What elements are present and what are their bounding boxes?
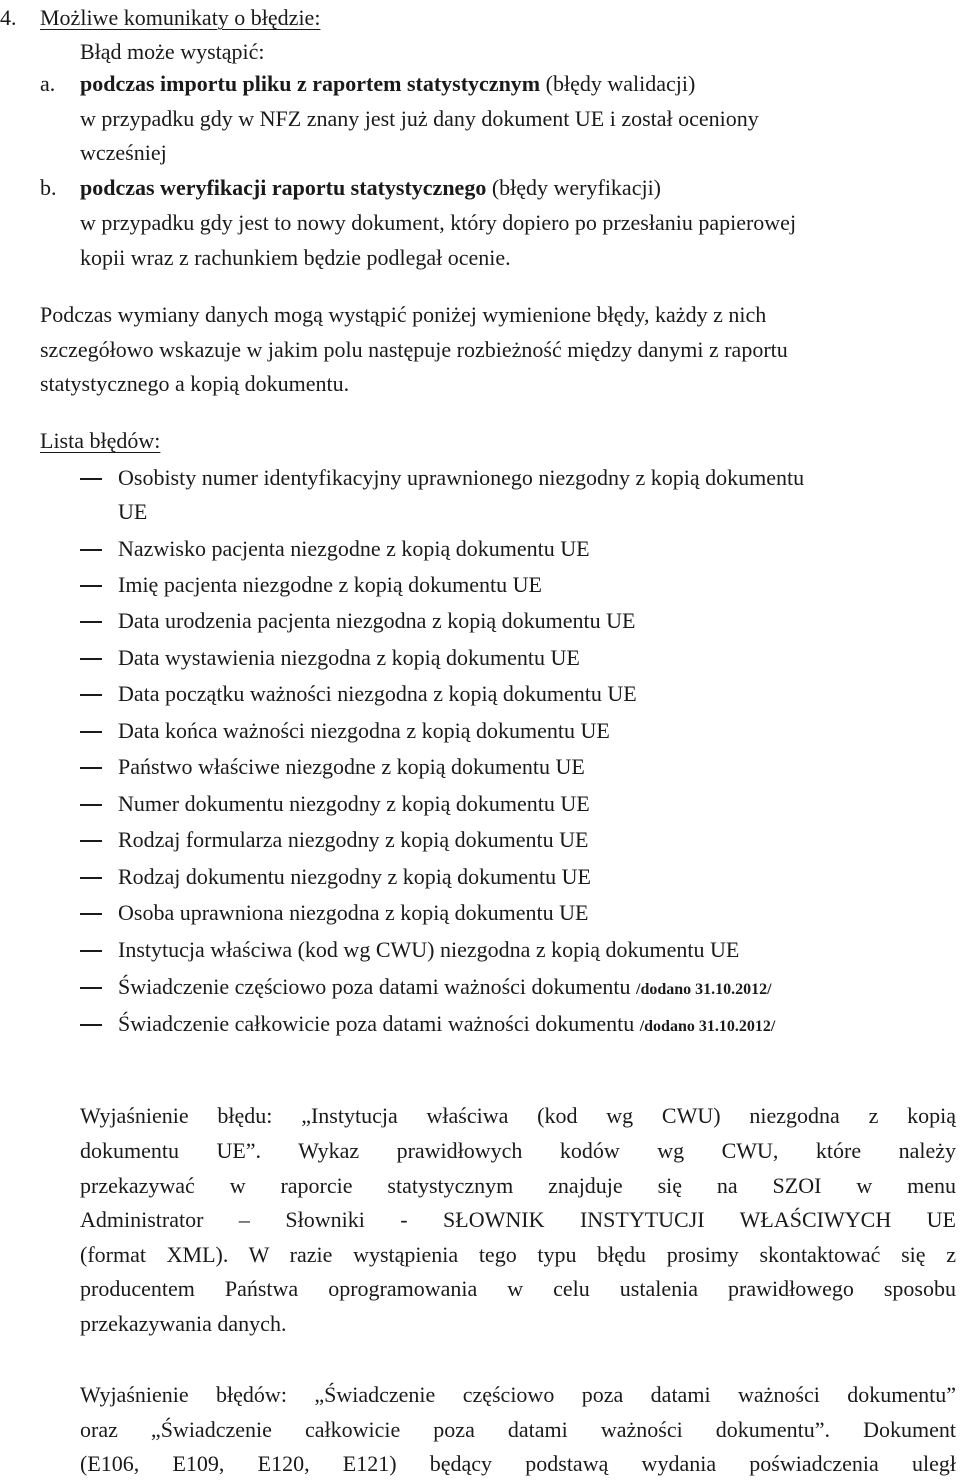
error-item-text: Świadczenie częściowo poza datami ważności dokumentu bbox=[118, 974, 637, 999]
item-a-heading bbox=[80, 66, 695, 101]
error-item: Osobisty numer identyfikacyjny uprawnionego niezgodny z kopią dokumentu bbox=[118, 465, 805, 490]
error-item: Instytucja właściwa (kod wg CWU) niezgodna z kopią dokumentu UE bbox=[118, 937, 740, 962]
item-b-line-1: w przypadku gdy jest to nowy dokument, który dopiero po przesłaniu papierowej bbox=[80, 210, 797, 235]
explanation-1-line-6: producentem Państwa oprogramowania w celu ustalenia prawidłowego sposobu bbox=[80, 1276, 956, 1301]
explanation-1-line-5: (format XML). W razie wystąpienia tego typu błędu prosimy skontaktować się z bbox=[80, 1242, 956, 1267]
item-b-line-2: kopii wraz z rachunkiem będzie podlegał ocenie. bbox=[80, 245, 511, 270]
error-item: Data urodzenia pacjenta niezgodna z kopią dokumentu UE bbox=[118, 608, 636, 633]
explanation-1-line-1: Wyjaśnienie błędu: „Instytucja właściwa (kod wg CWU) niezgodna z kopią bbox=[80, 1103, 956, 1128]
list-dash bbox=[80, 549, 102, 551]
list-dash bbox=[80, 1024, 102, 1026]
list-dash bbox=[80, 913, 102, 915]
error-item bbox=[118, 1006, 775, 1044]
added-date-note: /dodano 31.10.2012/ bbox=[636, 981, 772, 998]
error-item: Data wystawienia niezgodna z kopią dokumentu UE bbox=[118, 645, 580, 670]
list-dash bbox=[80, 478, 102, 480]
item-b-bold: podczas weryfikacji raportu statystycznego bbox=[80, 175, 487, 200]
list-dash bbox=[80, 731, 102, 733]
list-dash bbox=[80, 840, 102, 842]
item-a-line-1: w przypadku gdy w NFZ znany jest już dany dokument UE i został oceniony bbox=[80, 106, 759, 131]
added-date-note: /dodano 31.10.2012/ bbox=[639, 1018, 776, 1035]
error-list-heading: Lista błędów: bbox=[40, 428, 161, 453]
list-dash bbox=[80, 950, 102, 952]
list-dash bbox=[80, 804, 102, 806]
error-item: Rodzaj dokumentu niezgodny z kopią dokumentu UE bbox=[118, 864, 591, 889]
error-item: Osoba uprawniona niezgodna z kopią dokumentu UE bbox=[118, 900, 589, 925]
list-dash bbox=[80, 877, 102, 879]
explanation-1-line-4: Administrator – Słowniki - SŁOWNIK INSTYTUCJI WŁAŚCIWYCH UE bbox=[80, 1207, 956, 1232]
item-a-letter: a. bbox=[40, 71, 56, 96]
error-item: Imię pacjenta niezgodne z kopią dokumentu UE bbox=[118, 572, 542, 597]
item-a-bold: podczas importu pliku z raportem statystycznym bbox=[80, 71, 541, 96]
item-a-rest: (błędy walidacji) bbox=[540, 71, 696, 96]
list-dash bbox=[80, 621, 102, 623]
error-item: Państwo właściwe niezgodne z kopią dokumentu UE bbox=[118, 754, 585, 779]
exchange-line-1: Podczas wymiany danych mogą wystąpić poniżej wymienione błędy, każdy z nich bbox=[40, 302, 767, 327]
section-number: 4. bbox=[0, 5, 17, 30]
list-dash bbox=[80, 585, 102, 587]
list-dash bbox=[80, 694, 102, 696]
exchange-line-3: statystycznego a kopią dokumentu. bbox=[40, 371, 350, 396]
error-item-text: Świadczenie całkowicie poza datami ważności dokumentu bbox=[118, 1011, 640, 1036]
explanation-2-line-1: Wyjaśnienie błędów: „Świadczenie częściowo poza datami ważności dokumentu” bbox=[80, 1382, 956, 1407]
exchange-line-2: szczegółowo wskazuje w jakim polu następuje rozbieżność między danymi z raportu bbox=[40, 337, 788, 362]
error-item: Rodzaj formularza niezgodny z kopią dokumentu UE bbox=[118, 827, 589, 852]
item-b-rest: (błędy weryfikacji) bbox=[486, 175, 662, 200]
error-item: Nazwisko pacjenta niezgodne z kopią dokumentu UE bbox=[118, 536, 590, 561]
explanation-1-line-3: przekazywać w raporcie statystycznym znajduje się na SZOI w menu bbox=[80, 1173, 956, 1198]
section-intro: Błąd może wystąpić: bbox=[80, 39, 265, 64]
section-title: Możliwe komunikaty o błędzie: bbox=[40, 5, 321, 30]
item-b-letter: b. bbox=[40, 175, 57, 200]
explanation-2-line-2: oraz „Świadczenie całkowicie poza datami ważności dokumentu”. Dokument bbox=[80, 1417, 956, 1442]
explanation-1-line-2: dokumentu UE”. Wykaz prawidłowych kodów wg CWU, które należy bbox=[80, 1138, 956, 1163]
error-item: Data końca ważności niezgodna z kopią dokumentu UE bbox=[118, 718, 610, 743]
list-dash bbox=[80, 767, 102, 769]
list-dash bbox=[80, 658, 102, 660]
error-item: Numer dokumentu niezgodny z kopią dokumentu UE bbox=[118, 791, 590, 816]
item-a-line-2: wcześniej bbox=[80, 140, 167, 165]
error-item bbox=[118, 969, 772, 1007]
item-b-heading bbox=[80, 170, 661, 205]
explanation-1-line-7: przekazywania danych. bbox=[80, 1311, 287, 1336]
error-item: Data początku ważności niezgodna z kopią dokumentu UE bbox=[118, 681, 637, 706]
explanation-2-line-3: (E106, E109, E120, E121) będący podstawą wydania poświadczenia uległ bbox=[80, 1451, 956, 1476]
list-dash bbox=[80, 987, 102, 989]
error-item-continuation: UE bbox=[118, 499, 148, 524]
